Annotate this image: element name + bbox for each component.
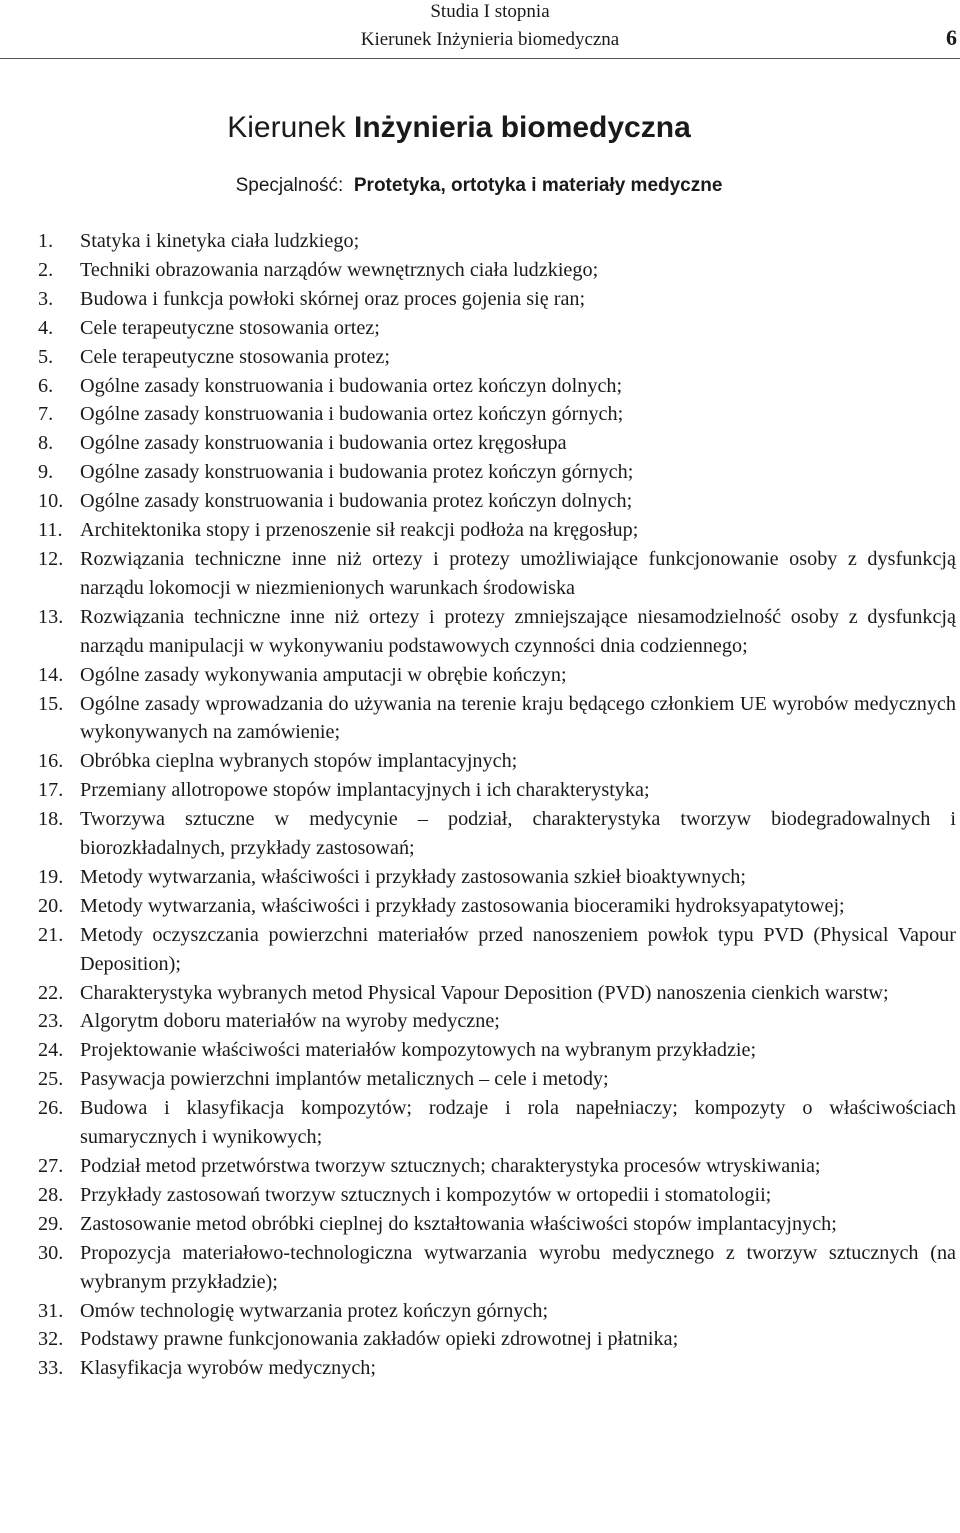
list-item-number: 1.: [38, 230, 54, 252]
list-item-text: Metody wytwarzania, właściwości i przykłady zastosowania bioceramiki hydroksyapatytowej;: [80, 894, 845, 917]
list-item: [38, 603, 956, 661]
list-item-text: Budowa i klasyfikacja kompozytów; rodzaje i rola napełniaczy; kompozyty o właściwościach sumarycznych i wynikowych;: [80, 1097, 956, 1149]
page-header: [0, 0, 960, 59]
list-item-text: Cele terapeutyczne stosowania ortez;: [80, 316, 380, 339]
list-item: [38, 1297, 956, 1326]
list-item: [38, 516, 956, 545]
list-item-number: 23.: [38, 1010, 64, 1033]
list-item-text: Zastosowanie metod obróbki cieplnej do kształtowania właściwości stopów implantacyjnych;: [80, 1212, 837, 1235]
list-item-number: 24.: [38, 1039, 64, 1062]
specialization-label: Specjalność:: [235, 175, 344, 196]
list-item-text: Ogólne zasady wprowadzania do używania na terenie kraju będącego członkiem UE wyrobów medycznych wykonywanych na zamówienie;: [80, 692, 956, 744]
list-item-number: 33.: [38, 1357, 64, 1380]
list-item-number: 13.: [38, 605, 64, 628]
list-item-number: 29.: [38, 1212, 64, 1235]
list-item: [38, 256, 956, 285]
list-item-text: Cele terapeutyczne stosowania protez;: [80, 345, 390, 368]
list-item: [38, 1065, 956, 1094]
list-item-text: Pasywacja powierzchni implantów metalicznych – cele i metody;: [80, 1068, 609, 1091]
list-item-number: 25.: [38, 1068, 64, 1091]
list-item-text: Tworzywa sztuczne w medycynie – podział, charakterystyka tworzyw biodegradowalnych i biorozkładalnych, przykłady zastosowań;: [80, 808, 956, 860]
page-number: 6: [946, 25, 957, 50]
list-item-number: 26.: [38, 1097, 64, 1120]
list-item-number: 7.: [38, 403, 54, 426]
list-item-number: 19.: [38, 865, 64, 888]
list-item-number: 30.: [38, 1241, 64, 1264]
list-item-text: Metody oczyszczania powierzchni materiałów przed nanoszeniem powłok typu PVD (Physical Vapour Deposition);: [80, 923, 956, 975]
list-item-number: 22.: [38, 981, 64, 1004]
list-item: [38, 285, 956, 314]
list-item-text: Rozwiązania techniczne inne niż ortezy i protezy zmniejszające niesamodzielność osoby z dysfunkcją narządu manipulacji w wykonywaniu podstawowych czynności dnia codziennego;: [80, 605, 956, 657]
list-item-text: Architektonika stopy i przenoszenie sił reakcji podłoża na kręgosłup;: [80, 519, 639, 542]
list-item: [38, 661, 956, 690]
list-item-text: Obróbka cieplna wybranych stopów implantacyjnych;: [80, 750, 518, 773]
list-item-number: 21.: [38, 923, 64, 946]
list-item: [38, 747, 956, 776]
list-item: [38, 487, 956, 516]
title-prefix: Kierunek: [227, 111, 354, 144]
list-item-number: 5.: [38, 345, 54, 368]
list-item-text: Omów technologię wytwarzania protez kończyn górnych;: [80, 1299, 549, 1322]
list-item: [38, 776, 956, 805]
list-item: [38, 1152, 956, 1181]
page-title: [0, 109, 918, 147]
list-item-text: Algorytm doboru materiałów na wyroby medyczne;: [80, 1010, 500, 1033]
list-item-number: 28.: [38, 1183, 64, 1206]
list-item-text: Ogólne zasady konstruowania i budowania ortez kończyn górnych;: [80, 403, 624, 426]
list-item: [38, 429, 956, 458]
list-item-number: 4.: [38, 316, 54, 339]
list-item-number: 2.: [38, 258, 54, 281]
list-item-text: Ogólne zasady konstruowania i budowania protez kończyn górnych;: [80, 461, 634, 484]
list-item-number: 3.: [38, 287, 54, 310]
list-item-text: Metody wytwarzania, właściwości i przykłady zastosowania szkieł bioaktywnych;: [80, 865, 747, 888]
header-study-level: Studia I stopnia: [430, 1, 550, 22]
list-item-text: Projektowanie właściwości materiałów kompozytowych na wybranym przykładzie;: [80, 1039, 757, 1062]
list-item: [38, 805, 956, 863]
list-item: [38, 343, 956, 372]
list-item-text: Rozwiązania techniczne inne niż ortezy i protezy umożliwiające funkcjonowanie osoby z dysfunkcją narządu lokomocji w niezmienionych warunkach środowiska: [80, 547, 956, 599]
list-item: [38, 227, 956, 256]
list-item-text: Klasyfikacja wyrobów medycznych;: [80, 1357, 376, 1380]
specialization-value: Protetyka, ortotyka i materiały medyczne: [353, 175, 723, 196]
list-item: [38, 892, 956, 921]
specialization-line: [0, 173, 958, 199]
list-item: [38, 372, 956, 401]
list-item-number: 6.: [38, 374, 54, 397]
list-item-number: 10.: [38, 490, 64, 513]
list-item-number: 16.: [38, 750, 64, 773]
list-item: [38, 458, 956, 487]
list-item-text: Ogólne zasady wykonywania amputacji w obrębie kończyn;: [80, 663, 567, 686]
list-item: [38, 690, 956, 748]
list-item: [38, 863, 956, 892]
list-item: [38, 979, 956, 1008]
list-item-text: Ogólne zasady konstruowania i budowania ortez kończyn dolnych;: [80, 374, 623, 397]
list-item: [38, 545, 956, 603]
list-item-text: Propozycja materiałowo-technologiczna wytwarzania wyrobu medycznego z tworzyw sztucznych (na wybranym przykładzie);: [80, 1241, 956, 1293]
list-item: [38, 1354, 956, 1383]
list-item-number: 31.: [38, 1299, 64, 1322]
title-field-name: Inżynieria biomedyczna: [353, 111, 691, 144]
header-field-of-study: Kierunek Inżynieria biomedyczna: [360, 29, 620, 50]
list-item: [38, 400, 956, 429]
list-item: [38, 1036, 956, 1065]
list-item: [38, 1239, 956, 1297]
list-item-number: 14.: [38, 663, 64, 686]
list-item: [38, 314, 956, 343]
list-item: [38, 1094, 956, 1152]
list-item-number: 27.: [38, 1155, 64, 1177]
list-item-number: 8.: [38, 432, 54, 455]
list-item-number: 15.: [38, 692, 64, 715]
list-item-number: 12.: [38, 547, 64, 570]
list-item-number: 17.: [38, 779, 64, 802]
list-item: [38, 1325, 956, 1354]
list-item-number: 32.: [38, 1328, 64, 1351]
list-item: [38, 921, 956, 979]
list-item-text: Przykłady zastosowań tworzyw sztucznych i kompozytów w ortopedii i stomatologii;: [80, 1183, 772, 1206]
list-item-text: Charakterystyka wybranych metod Physical Vapour Deposition (PVD) nanoszenia cienkich warstw;: [80, 981, 889, 1004]
list-item-text: Podział metod przetwórstwa tworzyw sztucznych; charakterystyka procesów wtryskiwania;: [80, 1155, 821, 1177]
list-item-number: 9.: [38, 461, 54, 484]
list-item: [38, 1181, 956, 1210]
list-item-text: Podstawy prawne funkcjonowania zakładów opieki zdrowotnej i płatnika;: [80, 1328, 679, 1351]
list-item-text: Ogólne zasady konstruowania i budowania protez kończyn dolnych;: [80, 490, 633, 513]
list-item-text: Budowa i funkcja powłoki skórnej oraz proces gojenia się ran;: [80, 287, 586, 310]
list-item-text: Ogólne zasady konstruowania i budowania ortez kręgosłupa: [80, 432, 567, 455]
list-item-text: Techniki obrazowania narządów wewnętrznych ciała ludzkiego;: [80, 258, 599, 281]
list-item-text: Statyka i kinetyka ciała ludzkiego;: [80, 230, 360, 252]
list-item-number: 18.: [38, 808, 64, 831]
topic-list: [38, 227, 956, 1383]
list-item: [38, 1210, 956, 1239]
list-item-text: Przemiany allotropowe stopów implantacyjnych i ich charakterystyka;: [80, 779, 650, 802]
list-item: [38, 1007, 956, 1036]
list-item-number: 20.: [38, 894, 64, 917]
list-item-number: 11.: [38, 519, 63, 542]
